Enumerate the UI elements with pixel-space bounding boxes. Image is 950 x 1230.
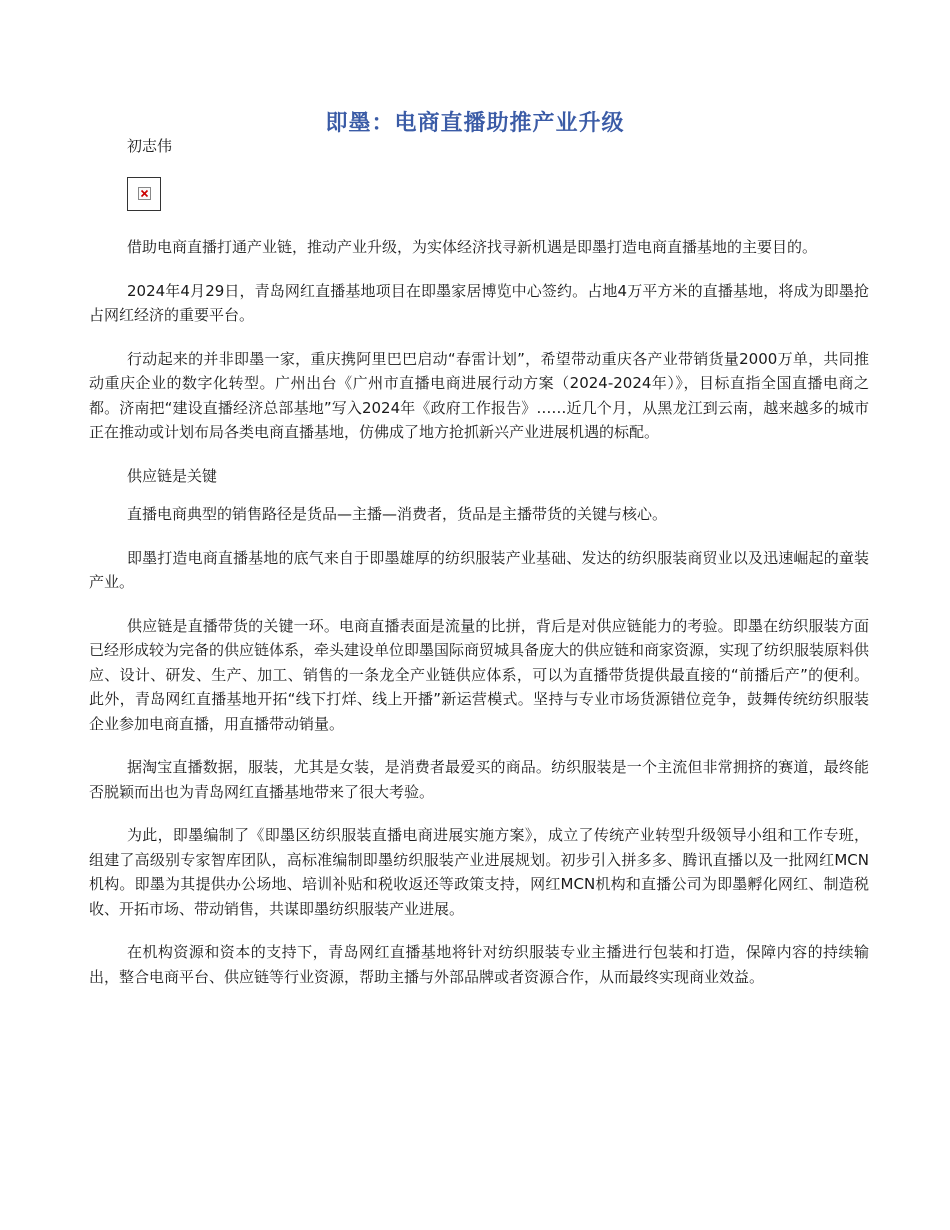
article-title: 即墨：电商直播助推产业升级 bbox=[325, 111, 625, 136]
image-placeholder-frame bbox=[138, 187, 151, 200]
paragraph: 行动起来的并非即墨一家，重庆携阿里巴巴启动“春雷计划”，希望带动重庆各产业带销货量2000万单，共同推动重庆企业的数字化转型。广州出台《广州市直播电商进展行动方案（2024-2024年）》，目标直指全国直播电商之都。济南把“建设直播经济总部基地”写入2024年《政府工作报告》……近几个月，从黑龙江到云南，越来越多的城市正在推动或计划布局各类电商直播基地，仿佛成了地方抢抓新兴产业进展机遇的标配。 bbox=[89, 349, 869, 441]
paragraph: 据淘宝直播数据，服装，尤其是女装，是消费者最爱买的商品。纺织服装是一个主流但非常拥挤的赛道，最终能否脱颖而出也为青岛网红直播基地带来了很大考验。 bbox=[89, 758, 869, 801]
paragraph: 供应链是直播带货的关键一环。电商直播表面是流量的比拼，背后是对供应链能力的考验。即墨在纺织服装方面已经形成较为完备的供应链体系，牵头建设单位即墨国际商贸城具备庞大的供应链和商家资源，实现了纺织服装原料供应、设计、研发、生产、加工、销售的一条龙全产业链供应体系，可以为直播带货提供最直接的“前播后产”的便利。此外，青岛网红直播基地开拓“线下打烊、线上开播”新运营模式。坚持与专业市场货源错位竞争，鼓舞传统纺织服装企业参加电商直播，用直播带动销量。 bbox=[89, 616, 870, 733]
paragraph: 即墨打造电商直播基地的底气来自于即墨雄厚的纺织服装产业基础、发达的纺织服装商贸业以及迅速崛起的童装产业。 bbox=[89, 548, 869, 591]
section-heading: 供应链是关键 bbox=[127, 466, 218, 485]
close-mark-icon bbox=[140, 189, 149, 198]
paragraph: 借助电商直播打通产业链，推动产业升级，为实体经济找寻新机遇是即墨打造电商直播基地的主要目的。 bbox=[127, 238, 818, 256]
broken-image-icon bbox=[127, 177, 161, 211]
paragraph: 2024年4月29日，青岛网红直播基地项目在即墨家居博览中心签约。占地4万平方米的直播基地，将成为即墨抢占网红经济的重要平台。 bbox=[89, 281, 869, 324]
paragraph: 在机构资源和资本的支持下，青岛网红直播基地将针对纺织服装专业主播进行包装和打造，保障内容的持续输出，整合电商平台、供应链等行业资源，帮助主播与外部品牌或者资源合作，从而最终实现商业效益。 bbox=[89, 943, 869, 986]
article-body bbox=[89, 235, 869, 1008]
paragraph: 直播电商典型的销售路径是货品—主播—消费者，货品是主播带货的关键与核心。 bbox=[127, 505, 668, 523]
article-author: 初志伟 bbox=[127, 137, 173, 155]
paragraph: 为此，即墨编制了《即墨区纺织服装直播电商进展实施方案》，成立了传统产业转型升级领导小组和工作专班，组建了高级别专家智库团队，高标准编制即墨纺织服装产业进展规划。初步引入拼多多、腾讯直播以及一批网红MCN机构。即墨为其提供办公场地、培训补贴和税收返还等政策支持，网红MCN机构和直播公司为即墨孵化网红、制造税收、开拓市场、带动销售，共谋即墨纺织服装产业进展。 bbox=[89, 826, 869, 918]
